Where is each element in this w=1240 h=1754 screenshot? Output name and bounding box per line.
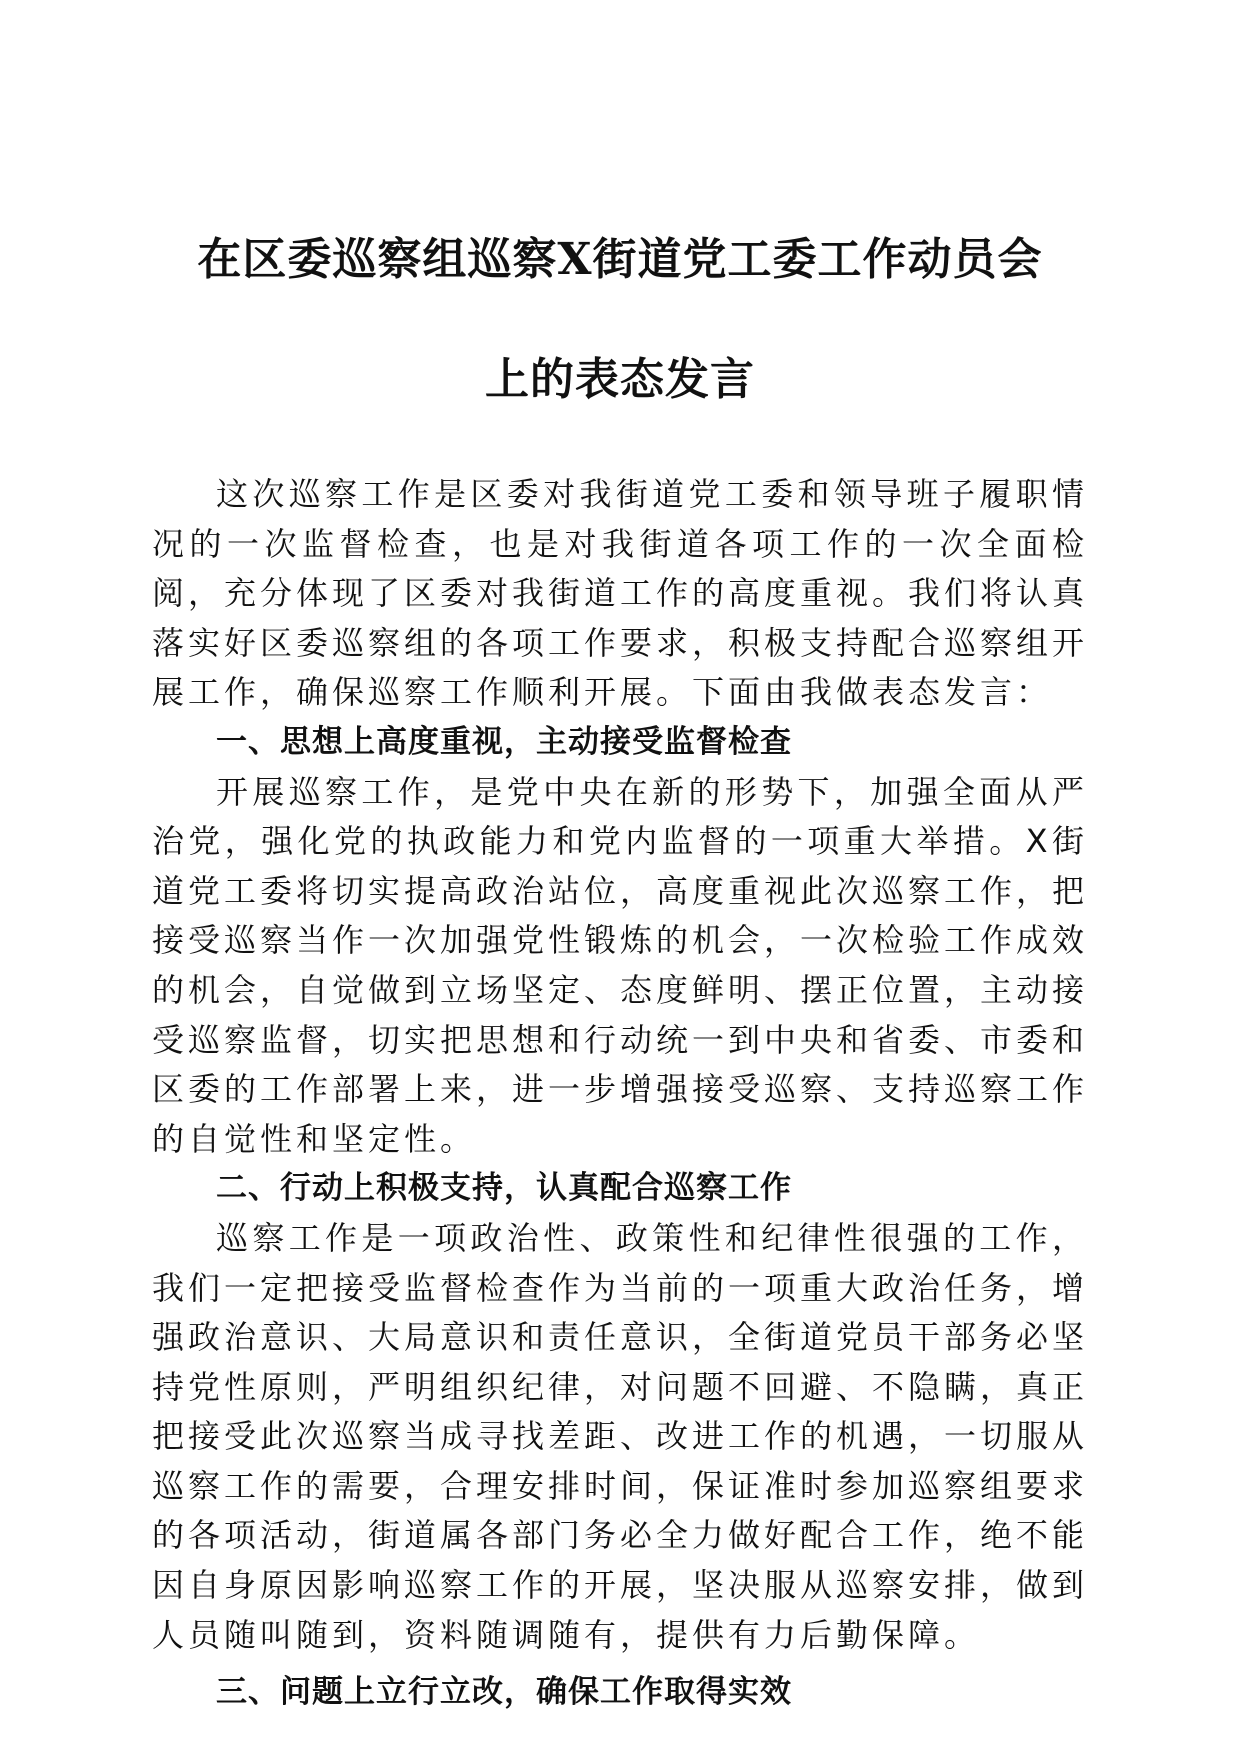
- section-paragraph-2: 巡察工作是一项政治性、政策性和纪律性很强的工作，我们一定把接受监督检查作为当前的一项重大政治任务，增强政治意识、大局意识和责任意识，全街道党员干部务必坚持党性原则，严明组织纪律，对问题不回避、不隐瞒，真正把接受此次巡察当成寻找差距、改进工作的机遇，一切服从巡察工作的需要，合理安排时间，保证准时参加巡察组要求的各项活动，街道属各部门务必全力做好配合工作，绝不能因自身原因影响巡察工作的开展，坚决服从巡察安排，做到人员随叫随到，资料随调随有，提供有力后勤保障。: [152, 1218, 1089, 1654]
- section-heading-2: 二、行动上积极支持，认真配合巡察工作: [216, 1170, 792, 1207]
- document-title-line-1: 在区委巡察组巡察X街道党工委工作动员会: [197, 234, 1043, 285]
- document-body: [152, 470, 1088, 1718]
- section-paragraph-1: 开展巡察工作，是党中央在新的形势下，加强全面从严治党，强化党的执政能力和党内监督的一项重大举措。X街道党工委将切实提高政治站位，高度重视此次巡察工作，把接受巡察当作一次加强党性锻炼的机会，一次检验工作成效的机会，自觉做到立场坚定、态度鲜明、摆正位置，主动接受巡察监督，切实把思想和行动统一到中央和省委、市委和区委的工作部署上来，进一步增强接受巡察、支持巡察工作的自觉性和坚定性。: [152, 772, 1089, 1158]
- intro-paragraph: 这次巡察工作是区委对我街道党工委和领导班子履职情况的一次监督检查，也是对我街道各项工作的一次全面检阅，充分体现了区委对我街道工作的高度重视。我们将认真落实好区委巡察组的各项工作要求，积极支持配合巡察组开展工作，确保巡察工作顺利开展。下面由我做表态发言：: [152, 475, 1089, 712]
- section-heading-1: 一、思想上高度重视，主动接受监督检查: [216, 723, 792, 760]
- section-heading-3: 三、问题上立行立改，确保工作取得实效: [216, 1674, 792, 1711]
- document-title-line-2: 上的表态发言: [485, 354, 755, 405]
